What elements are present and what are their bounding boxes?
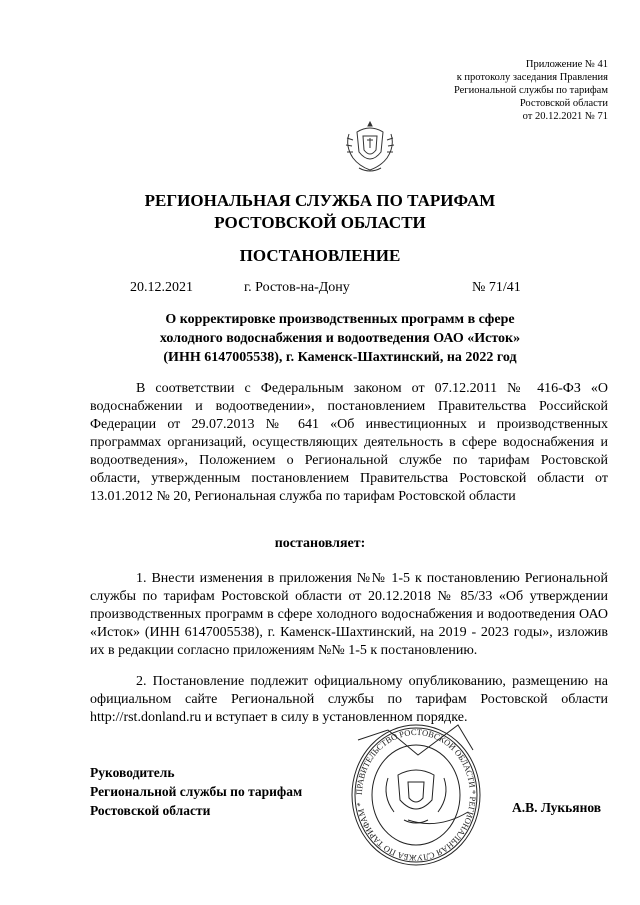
appendix-line: Ростовской области — [519, 98, 608, 109]
appendix-line: Региональной службы по тарифам — [453, 85, 608, 96]
decree-item-2: 2. Постановление подлежит официальному опубликованию, размещению на официальном сайте Региональной службы по тарифам Ростовской области http://rst.donland.ru и вступает в силу в установленном порядке. — [90, 674, 608, 725]
decree-item-1: 1. Внести изменения в приложения №№ 1-5 к постановлению Региональной службы по тарифам Ростовской области от 20.12.2018 № 85/33 «Об утверждении производственных программ в сфере холодного водоснабжения и водоотведения ОАО «Исток» (ИНН 6147005538), г. Каменск-Шахтинский, на 2019 - 2023 годы», изложив их в редакции согласно приложениям №№ 1-5 к постановлению. — [90, 571, 608, 658]
signer-title-line: Региональной службы по тарифам — [90, 784, 303, 799]
appendix-line: Приложение № 41 — [525, 59, 608, 70]
document-type: ПОСТАНОВЛЕНИЕ — [239, 246, 401, 265]
organization-line: РЕГИОНАЛЬНАЯ СЛУЖБА ПО ТАРИФАМ — [144, 191, 496, 210]
coat-of-arms-icon — [343, 118, 397, 176]
signer-name: А.В. Лукьянов — [512, 800, 602, 815]
document-number: № 71/41 — [472, 280, 521, 295]
document-subject — [90, 310, 590, 367]
signer-title — [90, 763, 302, 820]
official-seal-icon — [348, 720, 484, 870]
decree-word: постановляет: — [274, 536, 366, 551]
appendix-note — [388, 58, 608, 123]
appendix-line: к протоколу заседания Правления — [456, 72, 608, 83]
subject-line: холодного водоснабжения и водоотведения ОАО «Исток» — [159, 331, 521, 346]
organization-name — [0, 190, 640, 234]
document-date: 20.12.2021 — [130, 280, 193, 295]
subject-line: О корректировке производственных программ в сфере — [165, 312, 515, 327]
subject-line: (ИНН 6147005538), г. Каменск-Шахтинский, на 2022 год — [163, 350, 517, 365]
signer-title-line: Ростовской области — [90, 803, 211, 818]
document-place: г. Ростов-на-Дону — [244, 280, 350, 295]
seal-text-path: ПРАВИТЕЛЬСТВО РОСТОВСКОЙ ОБЛАСТИ * РЕГИОНАЛЬНАЯ СЛУЖБА ПО ТАРИФАМ * — [353, 726, 479, 864]
organization-line: РОСТОВСКОЙ ОБЛАСТИ — [214, 213, 426, 232]
signer-title-line: Руководитель — [90, 765, 175, 780]
appendix-line: от 20.12.2021 № 71 — [522, 111, 608, 122]
preamble-paragraph: В соответствии с Федеральным законом от 07.12.2011 № 416-ФЗ «О водоснабжении и водоотведении», постановлением Правительства Российской Федерации от 29.07.2013 № 641 «Об инвестиционных и производственных программах организаций, осуществляющих деятельность в сфере водоснабжения и водоотведения», Положением о Региональной службе по тарифам Ростовской области, утвержденным постановлением Правительства Ростовской области от 13.01.2012 № 20, Региональная служба по тарифам Ростовской области — [90, 381, 608, 504]
